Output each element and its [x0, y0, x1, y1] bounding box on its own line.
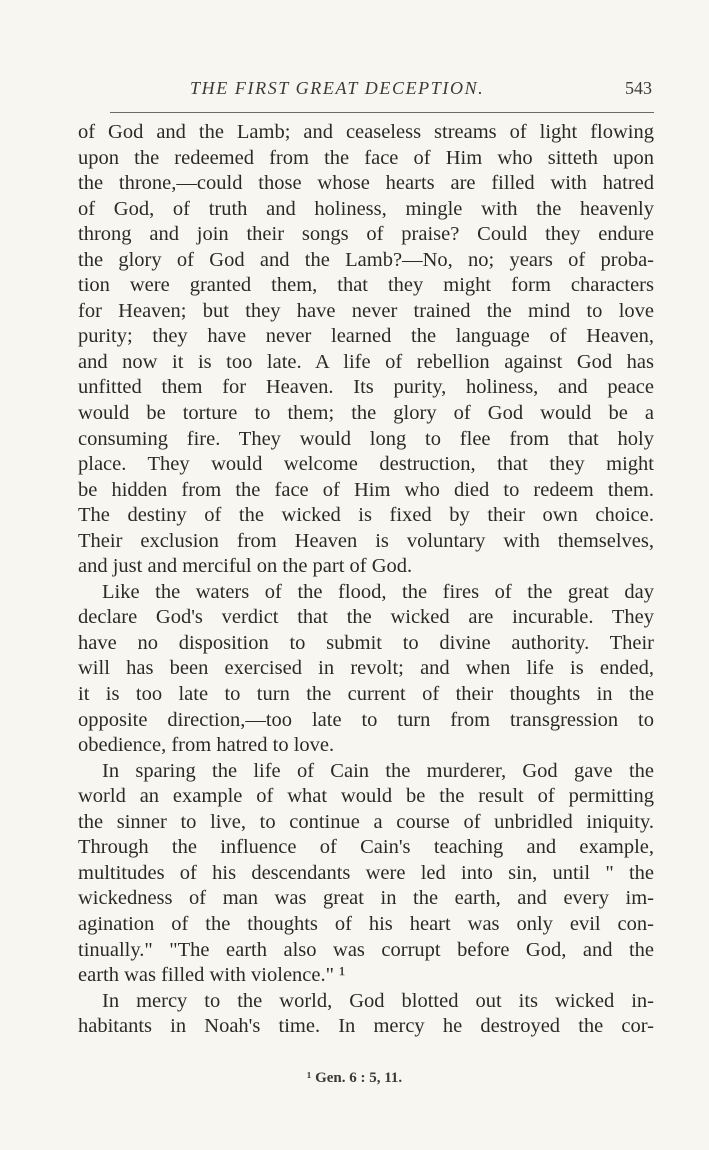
header-rule-gap [78, 112, 110, 113]
text-line: upon the redeemed from the face of Him who sitteth upon [78, 146, 654, 169]
text-line: be hidden from the face of Him who died to redeem them. [78, 478, 654, 501]
text-line: obedience, from hatred to love. [78, 734, 335, 757]
text-line: Their exclusion from Heaven is voluntary with themselves, [78, 529, 654, 552]
text-line: In sparing the life of Cain the murderer, God gave the [102, 759, 654, 782]
text-line: The destiny of the wicked is fixed by their own choice. [78, 504, 654, 527]
footnote: ¹ Gen. 6 : 5, 11. [306, 1070, 403, 1086]
text-line: Through the influence of Cain's teaching and example, [78, 836, 654, 859]
text-line: will has been exercised in revolt; and when life is ended, [78, 657, 654, 680]
text-line: purity; they have never learned the language of Heaven, [78, 325, 654, 348]
text-line: agination of the thoughts of his heart was only evil con- [78, 912, 654, 935]
page-number: 543 [625, 78, 652, 98]
text-line: the glory of God and the Lamb?—No, no; years of proba- [78, 248, 654, 271]
text-line: throng and join their songs of praise? Could they endure [78, 223, 654, 246]
text-line: the throne,—could those whose hearts are filled with hatred [78, 172, 654, 195]
text-line: consuming fire. They would long to flee from that holy [78, 427, 654, 450]
page-header [78, 76, 654, 104]
running-title: THE FIRST GREAT DECEPTION. [190, 78, 485, 98]
text-line: tinually." "The earth also was corrupt before God, and the [78, 938, 654, 961]
text-line: unfitted them for Heaven. Its purity, holiness, and peace [78, 376, 654, 399]
text-line: declare God's verdict that the wicked are incurable. They [78, 606, 654, 629]
text-line: and now it is too late. A life of rebellion against God has [78, 350, 654, 373]
text-line: wickedness of man was great in the earth, and every im- [78, 887, 654, 910]
text-line: of God, of truth and holiness, mingle with the heavenly [78, 197, 654, 220]
text-line: earth was filled with violence." ¹ [78, 964, 346, 987]
text-line: In mercy to the world, God blotted out its wicked in- [102, 989, 654, 1012]
body-text [78, 120, 654, 1040]
text-line: multitudes of his descendants were led into sin, until " the [78, 861, 654, 884]
text-line: of God and the Lamb; and ceaseless streams of light flowing [78, 121, 654, 143]
text-line: would be torture to them; the glory of God would be a [78, 402, 654, 425]
text-line: it is too late to turn the current of their thoughts in the [78, 683, 654, 706]
text-line: habitants in Noah's time. In mercy he destroyed the cor- [78, 1015, 654, 1038]
text-line: Like the waters of the flood, the fires of the great day [102, 580, 654, 603]
text-line: for Heaven; but they have never trained the mind to love [78, 299, 654, 322]
text-line: opposite direction,—too late to turn from transgression to [78, 708, 654, 731]
text-line: the sinner to live, to continue a course of unbridled iniquity. [78, 810, 654, 833]
text-line: and just and merciful on the part of God. [78, 555, 413, 578]
header-rule [78, 112, 654, 113]
text-line: have no disposition to submit to divine authority. Their [78, 631, 654, 654]
text-line: tion were granted them, that they might form characters [78, 274, 654, 297]
text-line: place. They would welcome destruction, that they might [78, 453, 654, 476]
text-line: world an example of what would be the result of permitting [78, 785, 654, 808]
